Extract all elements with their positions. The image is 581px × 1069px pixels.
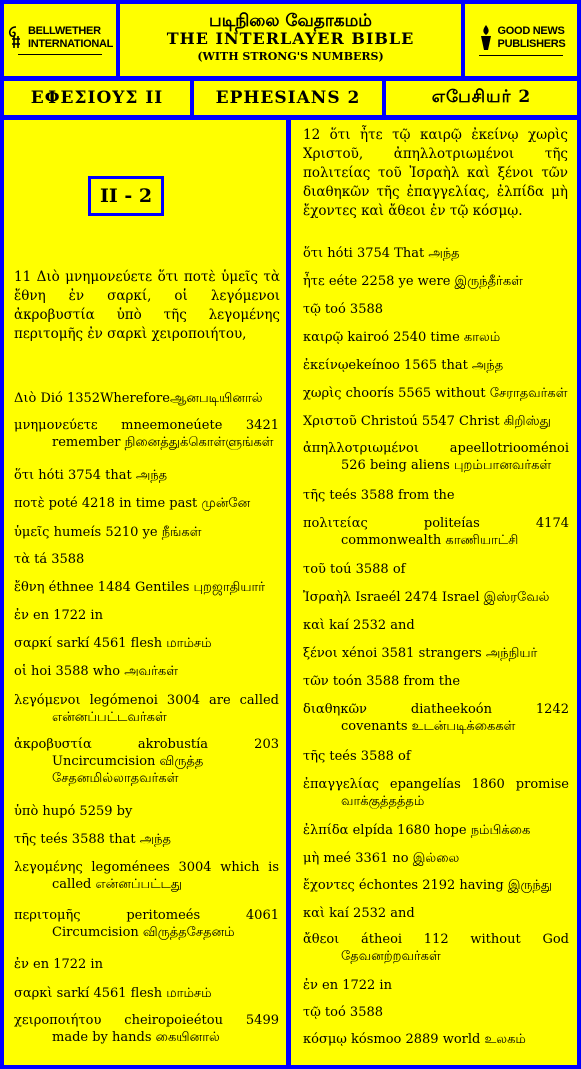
chapter-badge: II - 2 (88, 176, 164, 216)
word-entry (303, 1031, 569, 1048)
word-entry-main: Διὸ Dió 1352Whereforeஆனபடியினால் (14, 391, 263, 406)
word-entry (14, 579, 279, 596)
word-entry-continuation: 526 being aliens புறம்பானவர்கள் (341, 458, 552, 473)
word-entry (303, 245, 569, 262)
word-entry-main: ὑμεῖς humeís 5210 ye நீங்கள் (14, 525, 202, 540)
word-entry-main: λεγομένης legoménees 3004 which is (14, 860, 279, 875)
word-entry-main: οἱ hoi 3588 who அவர்கள் (14, 664, 178, 679)
word-entry (303, 822, 569, 839)
word-entry-main: ἐν en 1722 in (14, 957, 103, 972)
word-entry (303, 385, 569, 402)
logo-line-2: INTERNATIONAL (27, 38, 114, 50)
title-tamil: படிநிலை வேதாகமம் (209, 11, 372, 31)
word-entry-main: ἐπαγγελίας epangelías 1860 promise (303, 777, 569, 792)
word-entry (14, 390, 279, 407)
word-entry-main: ἐν en 1722 in (303, 978, 392, 993)
word-entry (303, 561, 569, 578)
word-entry-main: λεγόμενοι legómenoi 3004 are called (14, 693, 279, 708)
word-entry (303, 589, 569, 606)
word-entry-main: ἔθνη éthnee 1484 Gentiles புறஜாதியார் (14, 580, 266, 595)
word-entry-continuation: remember நினைத்துக்கொள்ளுங்கள் (52, 435, 274, 450)
word-entry (14, 692, 279, 726)
word-entry-main: ἔχοντες échontes 2192 having இருந்து (303, 878, 553, 893)
word-entry-continuation: commonwealth காணியாட்சி (341, 533, 519, 548)
word-entry-continuation: Uncircumcision விருத்த சேதனமில்லாதவர்கள் (52, 754, 204, 786)
word-entry (303, 645, 569, 662)
title-main: THE INTERLAYER BIBLE (166, 29, 415, 48)
word-entry-main: τὰ tá 3588 (14, 552, 85, 567)
word-entry-main: περιτομῆς peritomeés 4061 (14, 908, 279, 923)
word-entry (303, 440, 569, 474)
word-entry-main: ἀκροβυστία akrobustía 203 (14, 737, 279, 752)
word-entry-continuation: தேவனற்றவர்கள் (341, 949, 441, 964)
torch-icon (477, 24, 495, 52)
word-entry (303, 776, 569, 810)
logo-underline (18, 54, 102, 55)
verse-11-text: 11 Διὸ μνημονεύετε ὅτι ποτὲ ὑμεῖς τὰ ἔθνη ἐν σαρκί, οἱ λεγόμενοι ἀκροβυστία ὑπὸ τῆς λεγομένης περιτομῆς ἐν σαρκὶ χειροποιήτου, (14, 269, 280, 342)
word-entry-main: ὑπὸ hupó 5259 by (14, 804, 133, 819)
word-entry (303, 931, 569, 965)
word-entry-main: ἄθεοι átheoi 112 without God (303, 932, 569, 947)
word-entry-main: τῆς teés 3588 from the (303, 488, 455, 503)
word-entry (14, 956, 279, 973)
word-entry-main: ἦτε eéte 2258 ye were இருந்தீர்கள் (303, 274, 523, 289)
word-entry (303, 357, 569, 374)
title-block (120, 4, 461, 76)
word-entry-main: Ἰσραὴλ Israeél 2474 Israel இஸ்ரவேல் (303, 590, 550, 605)
word-entry-continuation: covenants உடன்படிக்கைகள் (341, 719, 516, 734)
word-entry (14, 635, 279, 652)
word-entry-main: πολιτείας politeías 4174 (303, 516, 569, 531)
bellwether-logo (4, 4, 116, 76)
word-entry (14, 467, 279, 484)
word-entry-main: τῆς teés 3588 of (303, 749, 411, 764)
word-entry (303, 748, 569, 765)
logo-line-1: BELLWETHER (27, 25, 101, 37)
book-greek: ΕΦΕΣΙΟΥΣ II (4, 81, 190, 115)
word-entry-continuation: வாக்குத்தத்தம் (341, 794, 425, 809)
word-entry-main: καὶ kaí 2532 and (303, 618, 415, 633)
word-entry-main: μὴ meé 3361 no இல்லை (303, 851, 460, 866)
word-entry (14, 495, 279, 512)
ram-icon (7, 25, 25, 51)
word-entry-main: τῷ toó 3588 (303, 302, 384, 317)
word-entry-main: τῶν toón 3588 from the (303, 674, 461, 689)
word-entry (14, 985, 279, 1002)
title-sub: (WITH STRONG'S NUMBERS) (197, 50, 384, 63)
word-entry (303, 413, 569, 430)
word-entry (14, 1012, 279, 1046)
word-entry (303, 1004, 569, 1021)
word-entry (14, 607, 279, 624)
word-entry (303, 673, 569, 690)
book-tamil: எபேசியர் 2 (386, 81, 577, 115)
book-english: EPHESIANS 2 (194, 81, 382, 115)
verse-12-text: 12 ὅτι ἦτε τῷ καιρῷ ἐκείνῳ χωρὶς Χριστοῦ, ἀπηλλοτριωμένοι τῆς πολιτείας τοῦ Ἰσραὴλ καὶ ξένοι τῶν διαθηκῶν τῆς ἐπαγγελίας, ἐλπίδα μὴ ἔχοντες καὶ ἄθεοι ἐν τῷ κόσμῳ. (303, 127, 568, 219)
word-entry-main: καιρῷ kairoó 2540 time காலம் (303, 330, 501, 345)
word-entry-main: ὅτι hóti 3754 That அந்த (303, 246, 460, 261)
word-entry-main: τοῦ toú 3588 of (303, 562, 406, 577)
word-entry-main: τῷ toó 3588 (303, 1005, 384, 1020)
word-entry (303, 487, 569, 504)
word-entry (303, 329, 569, 346)
word-entry-main: ἐν en 1722 in (14, 608, 103, 623)
word-entry (303, 877, 569, 894)
word-entry-main: χειροποιήτου cheiropoieétou 5499 (14, 1013, 279, 1028)
word-entry (303, 515, 569, 549)
word-entry-main: ξένοι xénoi 3581 strangers அந்நியர் (303, 646, 538, 661)
word-entry-main: κόσμῳ kósmoo 2889 world உலகம் (303, 1032, 526, 1047)
word-entry-main: ἐκείνῳekeínoo 1565 that அந்த (303, 358, 504, 373)
word-entry (303, 850, 569, 867)
word-entry (14, 907, 279, 941)
word-entry-main: μνημονεύετε mneemoneúete 3421 (14, 418, 279, 433)
word-entry-continuation: made by hands கையினால் (52, 1030, 220, 1045)
word-entry-main: σαρκὶ sarkí 4561 flesh மாம்சம் (14, 986, 212, 1001)
word-entry-main: ἐλπίδα elpída 1680 hope நம்பிக்கை (303, 823, 531, 838)
word-entry (303, 905, 569, 922)
word-entry (303, 301, 569, 318)
word-entry (303, 273, 569, 290)
good-news-logo (465, 4, 577, 76)
word-entry-main: τῆς teés 3588 that அந்த (14, 832, 171, 847)
word-entry (14, 524, 279, 541)
word-entry-continuation: Circumcision விருத்தசேதனம் (52, 925, 235, 940)
word-entry (14, 831, 279, 848)
word-entry (14, 736, 279, 787)
word-entry-main: ἀπηλλοτριωμένοι apeellotriooménoi (303, 441, 569, 456)
word-entry (14, 663, 279, 680)
word-entry-main: καὶ kaí 2532 and (303, 906, 415, 921)
word-entry (303, 977, 569, 994)
logo-line-1: GOOD NEWS (497, 25, 565, 37)
word-entry (14, 417, 279, 451)
word-entry-main: σαρκί sarkí 4561 flesh மாம்சம் (14, 636, 212, 651)
word-entry-main: ποτὲ poté 4218 in time past முன்னே (14, 496, 251, 511)
word-entry (303, 617, 569, 634)
logo-underline (479, 55, 563, 56)
word-entry-main: Χριστοῦ Christoú 5547 Christ கிறிஸ்து (303, 414, 551, 429)
word-entry (14, 803, 279, 820)
word-entry-main: διαθηκῶν diatheekoón 1242 (303, 702, 569, 717)
word-entry (14, 551, 279, 568)
logo-line-2: PUBLISHERS (497, 38, 566, 50)
word-entry (14, 859, 279, 893)
word-entry-continuation: called என்னப்பட்டது (52, 877, 183, 892)
word-entry (303, 701, 569, 735)
word-entry-continuation: என்னப்பட்டவர்கள் (52, 710, 167, 725)
word-entry-main: ὅτι hóti 3754 that அந்த (14, 468, 168, 483)
word-entry-main: χωρὶς choorís 5565 without சேராதவர்கள் (303, 386, 568, 401)
